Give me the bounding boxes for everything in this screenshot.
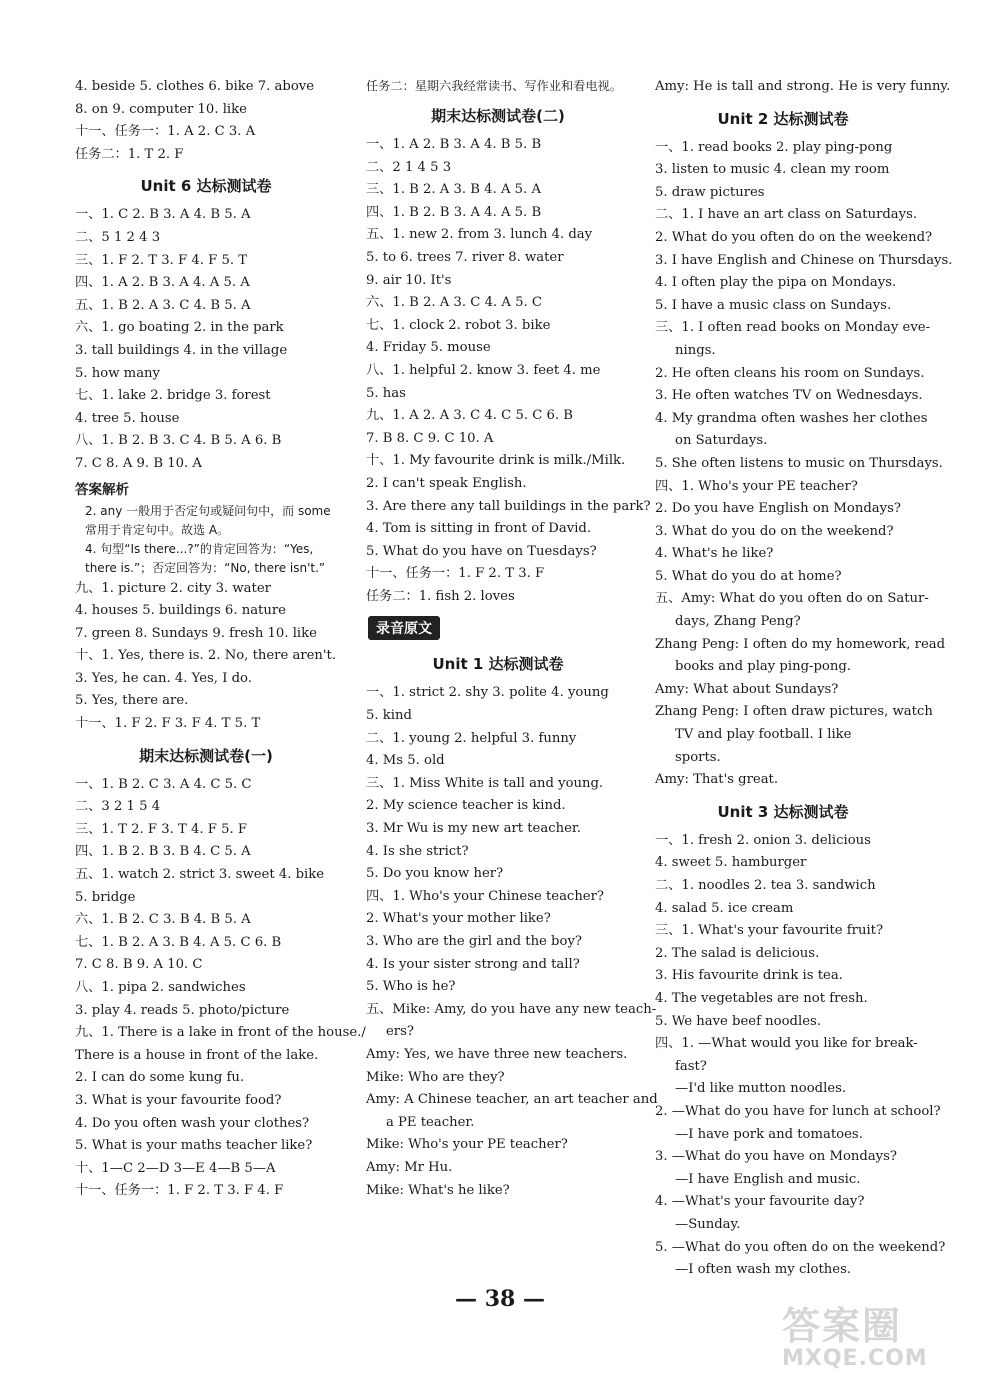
answer-line: 5. to 6. trees 7. river 8. water: [366, 249, 564, 265]
answer-line: Amy: What about Sundays?: [655, 681, 839, 697]
answer-line: 任务二：1. fish 2. loves: [366, 588, 515, 604]
answer-line: 一、1. A 2. B 3. A 4. B 5. B: [366, 137, 542, 152]
answer-line-continued: —Sunday.: [675, 1216, 741, 1232]
answer-analysis-heading: 答案解析: [75, 481, 129, 498]
answer-line: 十一、任务一：1. F 2. T 3. F 4. F: [75, 1183, 284, 1199]
answer-line: Mike: Who are they?: [366, 1069, 505, 1085]
answer-line-continued: sports.: [675, 749, 721, 765]
answer-line: 四、1. Who's your Chinese teacher?: [366, 888, 604, 904]
answer-line: 2. He often cleans his room on Sundays.: [655, 365, 925, 381]
answer-line: 5. What do you do at home?: [655, 568, 842, 584]
page-number: — 38 —: [455, 1286, 545, 1312]
answer-line: 任务二：星期六我经常读书、写作业和看电视。: [366, 79, 622, 93]
watermark-logo-text: 答案圈: [782, 1304, 903, 1348]
answer-line: 3. Are there any tall buildings in the park?: [366, 498, 651, 514]
answer-line-continued: books and play ping-pong.: [675, 659, 851, 675]
answer-line-continued: on Saturdays.: [675, 433, 768, 449]
answer-line: 5. We have beef noodles.: [655, 1013, 821, 1029]
answer-line: 二、5 1 2 4 3: [75, 229, 161, 245]
answer-line: 四、1. B 2. B 3. B 4. C 5. A: [75, 844, 251, 860]
answer-line: Mike: What's he like?: [366, 1182, 510, 1198]
answer-line: 4. I often play the pipa on Mondays.: [655, 275, 897, 291]
section-heading: 期末达标测试卷(一): [139, 746, 273, 765]
answer-line: 三、1. F 2. T 3. F 4. F 5. T: [75, 252, 248, 268]
answer-line-continued: a PE teacher.: [386, 1114, 475, 1130]
answer-line: 5. bridge: [75, 889, 136, 905]
answer-line: 4. My grandma often washes her clothes: [655, 410, 928, 426]
answer-line: 4. sweet 5. hamburger: [655, 855, 807, 871]
answer-column-left: [75, 76, 366, 1203]
answer-line: There is a house in front of the lake.: [75, 1047, 319, 1063]
answer-line: 5. has: [366, 385, 406, 401]
answer-line: 2. I can't speak English.: [366, 475, 527, 491]
answer-line: 二、1. I have an art class on Saturdays.: [655, 207, 918, 223]
answer-line: 九、1. There is a lake in front of the house./: [75, 1025, 366, 1041]
answer-line-continued: fast?: [675, 1058, 707, 1074]
transcript-badge-row: [366, 608, 630, 644]
answer-line: 5. I have a music class on Sundays.: [655, 297, 892, 313]
answer-line: Amy: He is tall and strong. He is very funny.: [655, 79, 951, 94]
answer-line: 5. What do you have on Tuesdays?: [366, 543, 597, 559]
answer-line: 四、1. A 2. B 3. A 4. A 5. A: [75, 275, 250, 291]
answer-line: 一、1. fresh 2. onion 3. delicious: [655, 832, 871, 848]
answer-line-continued: TV and play football. I like: [675, 727, 852, 743]
answer-line: 3. Mr Wu is my new art teacher.: [366, 821, 581, 837]
answer-line-continued: —I have pork and tomatoes.: [675, 1126, 863, 1142]
answer-column-right: [655, 76, 953, 1282]
answer-line: 十一、任务一：1. F 2. T 3. F: [366, 566, 545, 582]
answer-line-continued: —I have English and music.: [675, 1171, 861, 1187]
answer-line: 二、2 1 4 5 3: [366, 159, 452, 175]
answer-line: Amy: A Chinese teacher, an art teacher and: [366, 1092, 658, 1108]
answer-line: 4. salad 5. ice cream: [655, 900, 794, 916]
answer-line: 4. houses 5. buildings 6. nature: [75, 603, 286, 619]
answer-line: 一、1. read books 2. play ping-pong: [655, 139, 893, 155]
answer-line: 3. What do you do on the weekend?: [655, 523, 894, 539]
answer-line-continued: —I'd like mutton noodles.: [675, 1081, 847, 1097]
answer-line: 七、1. clock 2. robot 3. bike: [366, 317, 551, 333]
answer-line: 4. Friday 5. mouse: [366, 340, 491, 356]
answer-line: Zhang Peng: I often draw pictures, watch: [655, 704, 933, 720]
section-heading: Unit 2 达标测试卷: [717, 109, 849, 128]
answer-column-middle: [366, 76, 658, 1202]
answer-line: 五、Amy: What do you often do on Satur-: [655, 591, 929, 607]
answer-line: 三、1. B 2. A 3. B 4. A 5. A: [366, 182, 541, 198]
answer-line: 3. listen to music 4. clean my room: [655, 162, 890, 178]
answer-line: 5. She often listens to music on Thursdays.: [655, 455, 943, 471]
answer-line: 十一、1. F 2. F 3. F 4. T 5. T: [75, 716, 261, 732]
answer-line: 4. The vegetables are not fresh.: [655, 990, 868, 1006]
answer-line: 十一、任务一：1. A 2. C 3. A: [75, 124, 256, 140]
answer-line: 十、1. My favourite drink is milk./Milk.: [366, 453, 626, 469]
answer-line: 4. Tom is sitting in front of David.: [366, 521, 592, 537]
answer-line: 六、1. B 2. C 3. B 4. B 5. A: [75, 912, 251, 928]
answer-line: Zhang Peng: I often do my homework, read: [655, 636, 946, 652]
answer-line: Amy: Yes, we have three new teachers.: [366, 1046, 628, 1062]
analysis-note: 2. any 一般用于否定句或疑问句中，而 some 常用于肯定句中。故选 A。: [85, 503, 331, 537]
answer-line: 六、1. B 2. A 3. C 4. A 5. C: [366, 295, 542, 311]
answer-line: 3. What is your favourite food?: [75, 1092, 282, 1108]
section-heading: Unit 3 达标测试卷: [717, 802, 849, 821]
answer-line: 4. Is your sister strong and tall?: [366, 956, 580, 972]
answer-line: 3. —What do you have on Mondays?: [655, 1149, 897, 1165]
answer-line: 三、1. I often read books on Monday eve-: [655, 320, 931, 336]
answer-line: 七、1. B 2. A 3. B 4. A 5. C 6. B: [75, 934, 282, 950]
answer-line: 四、1. B 2. B 3. A 4. A 5. B: [366, 204, 542, 220]
answer-line: 9. air 10. It's: [366, 272, 452, 288]
answer-line: 3. Who are the girl and the boy?: [366, 934, 582, 949]
answer-line: 十、1—C 2—D 3—E 4—B 5—A: [75, 1160, 276, 1176]
answer-line: 五、1. watch 2. strict 3. sweet 4. bike: [75, 867, 325, 883]
answer-line: 五、1. new 2. from 3. lunch 4. day: [366, 227, 593, 243]
answer-line: 2. What's your mother like?: [366, 911, 551, 927]
answer-line: 5. Do you know her?: [366, 866, 504, 882]
answer-line: 7. C 8. A 9. B 10. A: [75, 455, 202, 471]
answer-line: 一、1. B 2. C 3. A 4. C 5. C: [75, 776, 252, 792]
section-heading: 期末达标测试卷(二): [431, 107, 565, 125]
answer-line: 三、1. Miss White is tall and young.: [366, 775, 604, 791]
answer-line: 二、3 2 1 5 4: [75, 799, 161, 815]
answer-line: 八、1. B 2. B 3. C 4. B 5. A 6. B: [75, 433, 282, 449]
answer-line: 2. —What do you have for lunch at school?: [655, 1103, 941, 1119]
answer-line: 3. I have English and Chinese on Thursdays.: [655, 252, 953, 268]
answer-line: 5. —What do you often do on the weekend?: [655, 1239, 946, 1255]
watermark-url: MXQE.COM: [782, 1346, 928, 1371]
section-heading: Unit 1 达标测试卷: [432, 655, 564, 674]
answer-line: 二、1. noodles 2. tea 3. sandwich: [655, 878, 876, 893]
section-heading: Unit 6 达标测试卷: [140, 177, 272, 196]
answer-line: 九、1. A 2. A 3. C 4. C 5. C 6. B: [366, 408, 573, 424]
answer-line: 5. Yes, there are.: [75, 693, 189, 709]
answer-line: 4. Do you often wash your clothes?: [75, 1115, 310, 1131]
answer-line-continued: ers?: [386, 1024, 414, 1040]
answer-line: 3. He often watches TV on Wednesdays.: [655, 388, 923, 404]
answer-line: Amy: Mr Hu.: [366, 1159, 453, 1175]
answer-line: 2. The salad is delicious.: [655, 945, 820, 961]
answer-line: 8. on 9. computer 10. like: [75, 101, 247, 117]
answer-line: 5. how many: [75, 365, 160, 381]
answer-line: 一、1. C 2. B 3. A 4. B 5. A: [75, 207, 251, 223]
answer-line: 三、1. T 2. F 3. T 4. F 5. F: [75, 821, 248, 837]
answer-line: 3. Yes, he can. 4. Yes, I do.: [75, 670, 252, 686]
answer-line: 七、1. lake 2. bridge 3. forest: [75, 388, 271, 404]
answer-line: 三、1. What's your favourite fruit?: [655, 923, 884, 939]
answer-line: 一、1. strict 2. shy 3. polite 4. young: [366, 685, 609, 701]
answer-line: 任务二：1. T 2. F: [75, 146, 184, 162]
answer-line: 5. kind: [366, 708, 412, 724]
answer-line: 5. draw pictures: [655, 184, 765, 200]
answer-line: 4. —What's your favourite day?: [655, 1194, 865, 1210]
answer-line: 5. Who is he?: [366, 979, 456, 995]
answer-line: 二、1. young 2. helpful 3. funny: [366, 730, 577, 746]
answer-line: 2. Do you have English on Mondays?: [655, 501, 901, 517]
answer-line: 四、1. —What would you like for break-: [655, 1036, 918, 1052]
answer-line: 九、1. picture 2. city 3. water: [75, 580, 271, 596]
answer-line: 7. green 8. Sundays 9. fresh 10. like: [75, 625, 317, 641]
answer-line: 2. I can do some kung fu.: [75, 1070, 245, 1086]
answer-line: 5. What is your maths teacher like?: [75, 1138, 313, 1154]
answer-line-continued: nings.: [675, 342, 716, 358]
answer-line: 六、1. go boating 2. in the park: [75, 320, 284, 336]
answer-line-continued: days, Zhang Peng?: [675, 614, 801, 630]
answer-line: 3. play 4. reads 5. photo/picture: [75, 1002, 290, 1018]
answer-line: 3. tall buildings 4. in the village: [75, 342, 288, 358]
answer-line: 十、1. Yes, there is. 2. No, there aren't.: [75, 648, 337, 664]
answer-line-continued: —I often wash my clothes.: [675, 1262, 852, 1278]
answer-line: 八、1. pipa 2. sandwiches: [75, 980, 246, 995]
site-watermark: [782, 1295, 992, 1373]
answer-line: 2. My science teacher is kind.: [366, 798, 566, 814]
answer-line: 7. C 8. B 9. A 10. C: [75, 957, 203, 973]
analysis-note: 4. 句型“Is there...?”的肯定回答为：“Yes, there is.”；否定回答为：“No, there isn't.”: [85, 541, 326, 575]
answer-line: 4. Is she strict?: [366, 843, 469, 859]
answer-line: 4. Ms 5. old: [366, 753, 445, 769]
answer-line: 五、Mike: Amy, do you have any new teach-: [366, 1001, 657, 1017]
answer-line: 2. What do you often do on the weekend?: [655, 229, 933, 245]
answer-line: Mike: Who's your PE teacher?: [366, 1137, 568, 1153]
answer-line: 八、1. helpful 2. know 3. feet 4. me: [366, 362, 601, 378]
transcript-badge: 录音原文: [368, 616, 440, 640]
answer-line: 4. beside 5. clothes 6. bike 7. above: [75, 79, 315, 94]
answer-line: 五、1. B 2. A 3. C 4. B 5. A: [75, 297, 251, 313]
answer-line: Amy: That's great.: [655, 772, 779, 788]
answer-line: 四、1. Who's your PE teacher?: [655, 478, 858, 494]
answer-line: 4. What's he like?: [655, 546, 774, 562]
answer-line: 7. B 8. C 9. C 10. A: [366, 430, 494, 446]
answer-line: 3. His favourite drink is tea.: [655, 968, 843, 984]
answer-line: 4. tree 5. house: [75, 410, 180, 426]
